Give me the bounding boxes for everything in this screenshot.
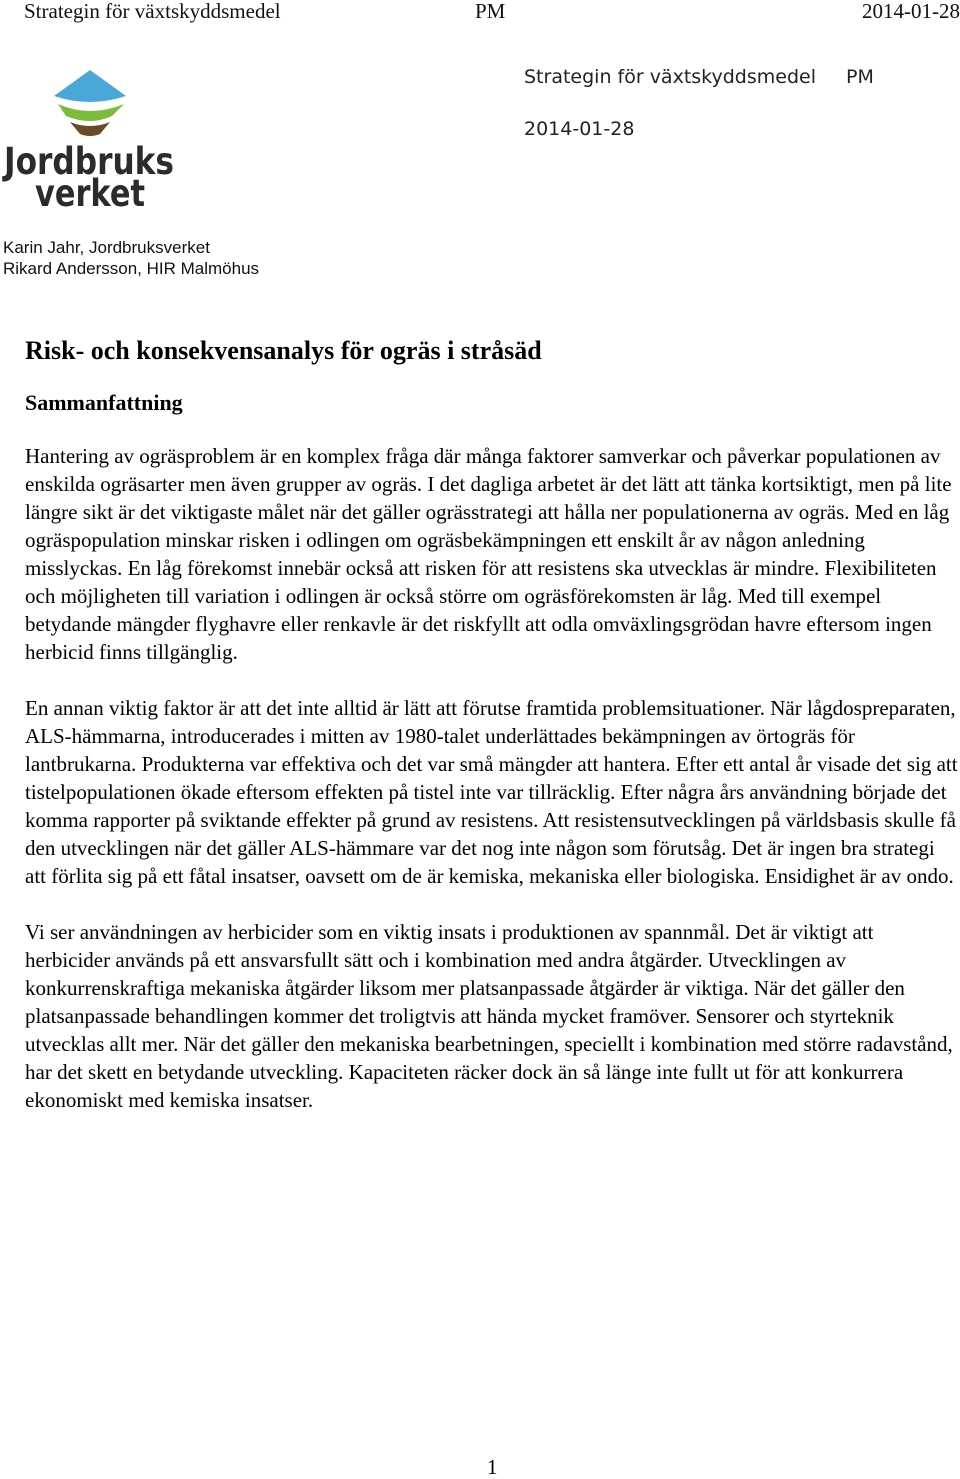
author-line: Karin Jahr, Jordbruksverket [3, 238, 210, 257]
paragraph: Vi ser användningen av herbicider som en viktig insats i produktionen av spannmål. Det är viktigt att herbicider används på ett ansvarsfullt sätt och i kombination med andra åtgärder. Utvecklingen av konkurrenskraftiga mekaniska åtgärder liksom mer platsanpassade åtgärder är viktiga. När det gäller den platsanpassade behandlingen kommer det troligtvis att hända mycket framöver. Sensorer och styrteknik utvecklas allt mer. När det gäller den mekaniska bearbetningen, speciellt i kombination med större radavstånd, har det skett en betydande utveckling. Kapaciteten räcker dock än så länge inte fullt ut för att konkurrera ekonomiskt med kemiska insatser. [25, 920, 953, 1112]
paragraph: Hantering av ogräsproblem är en komplex fråga där många faktorer samverkar och påverkar populationen av enskilda ogräsarter men även grupper av ogräs. I det dagliga arbetet är det lätt att tänka kortsiktigt, men på lite längre sikt är det viktigaste målet när det gäller ogrässtrategi att hålla ner populationerna av ogräs. Med en låg ogräspopulation minskar risken i odlingen om ogräsbekämpningen ett enskilt år av någon anledning misslyckas. En låg förekomst innebär också att risken för att resistens ska utvecklas är mindre. Flexibiliteten och möjligheten till variation i odlingen är också större om ogräsförekomsten är låg. Med till exempel betydande mängder flyghavre eller renkavle är det riskfyllt att odla omväxlingsgrödan havre eftersom ingen herbicid finns tillgänglig. [25, 444, 952, 664]
logo-wordmark-line2: verket [35, 172, 145, 215]
document-header-title: Strategin för växtskyddsmedel [524, 66, 816, 88]
document-header-type: PM [846, 66, 874, 88]
logo-blue-shape [54, 70, 126, 102]
document-header-date: 2014-01-28 [524, 118, 635, 140]
author-line: Rikard Andersson, HIR Malmöhus [3, 259, 260, 278]
authors [3, 237, 259, 279]
running-header-title: Strategin för växtskyddsmedel [24, 0, 281, 23]
document-title: Risk- och konsekvensanalys för ogräs i stråsäd [25, 336, 542, 365]
paragraph: En annan viktig faktor är att det inte alltid är lätt att förutse framtida problemsituationer. När lågdospreparaten, ALS-hämmarna, introducerades i mitten av 1980-talet underlättades bekämpningen av örtogräs för lantbrukarna. Produkterna var effektiva och det var små mängder att hantera. Efter ett antal år visade det sig att tistelpopulationen ökade eftersom effekten på tistel inte var tillräcklig. Efter några års användning började det komma rapporter på sviktande effekter på grund av resistens. Att resistensutvecklingen på världsbasis skulle få den utvecklingen när det gäller ALS-hämmare var det nog inte någon som förutsåg. Det är ingen bra strategi att förlita sig på ett fåtal insatser, oavsett om de är kemiska, mekaniska eller biologiska. Ensidighet är av ondo. [25, 696, 958, 888]
page-number: 1 [487, 1455, 498, 1479]
section-heading-summary: Sammanfattning [25, 390, 183, 415]
logo-wordmark-line1: Jordbruks [1, 140, 175, 183]
running-header [24, 0, 960, 24]
document-body [25, 334, 960, 1114]
running-header-date: 2014-01-28 [862, 0, 960, 23]
logo-green-stripe [58, 104, 124, 121]
logo-brown-stripe [70, 122, 110, 136]
jordbruksverket-logo [1, 68, 176, 215]
running-header-type: PM [475, 0, 506, 23]
